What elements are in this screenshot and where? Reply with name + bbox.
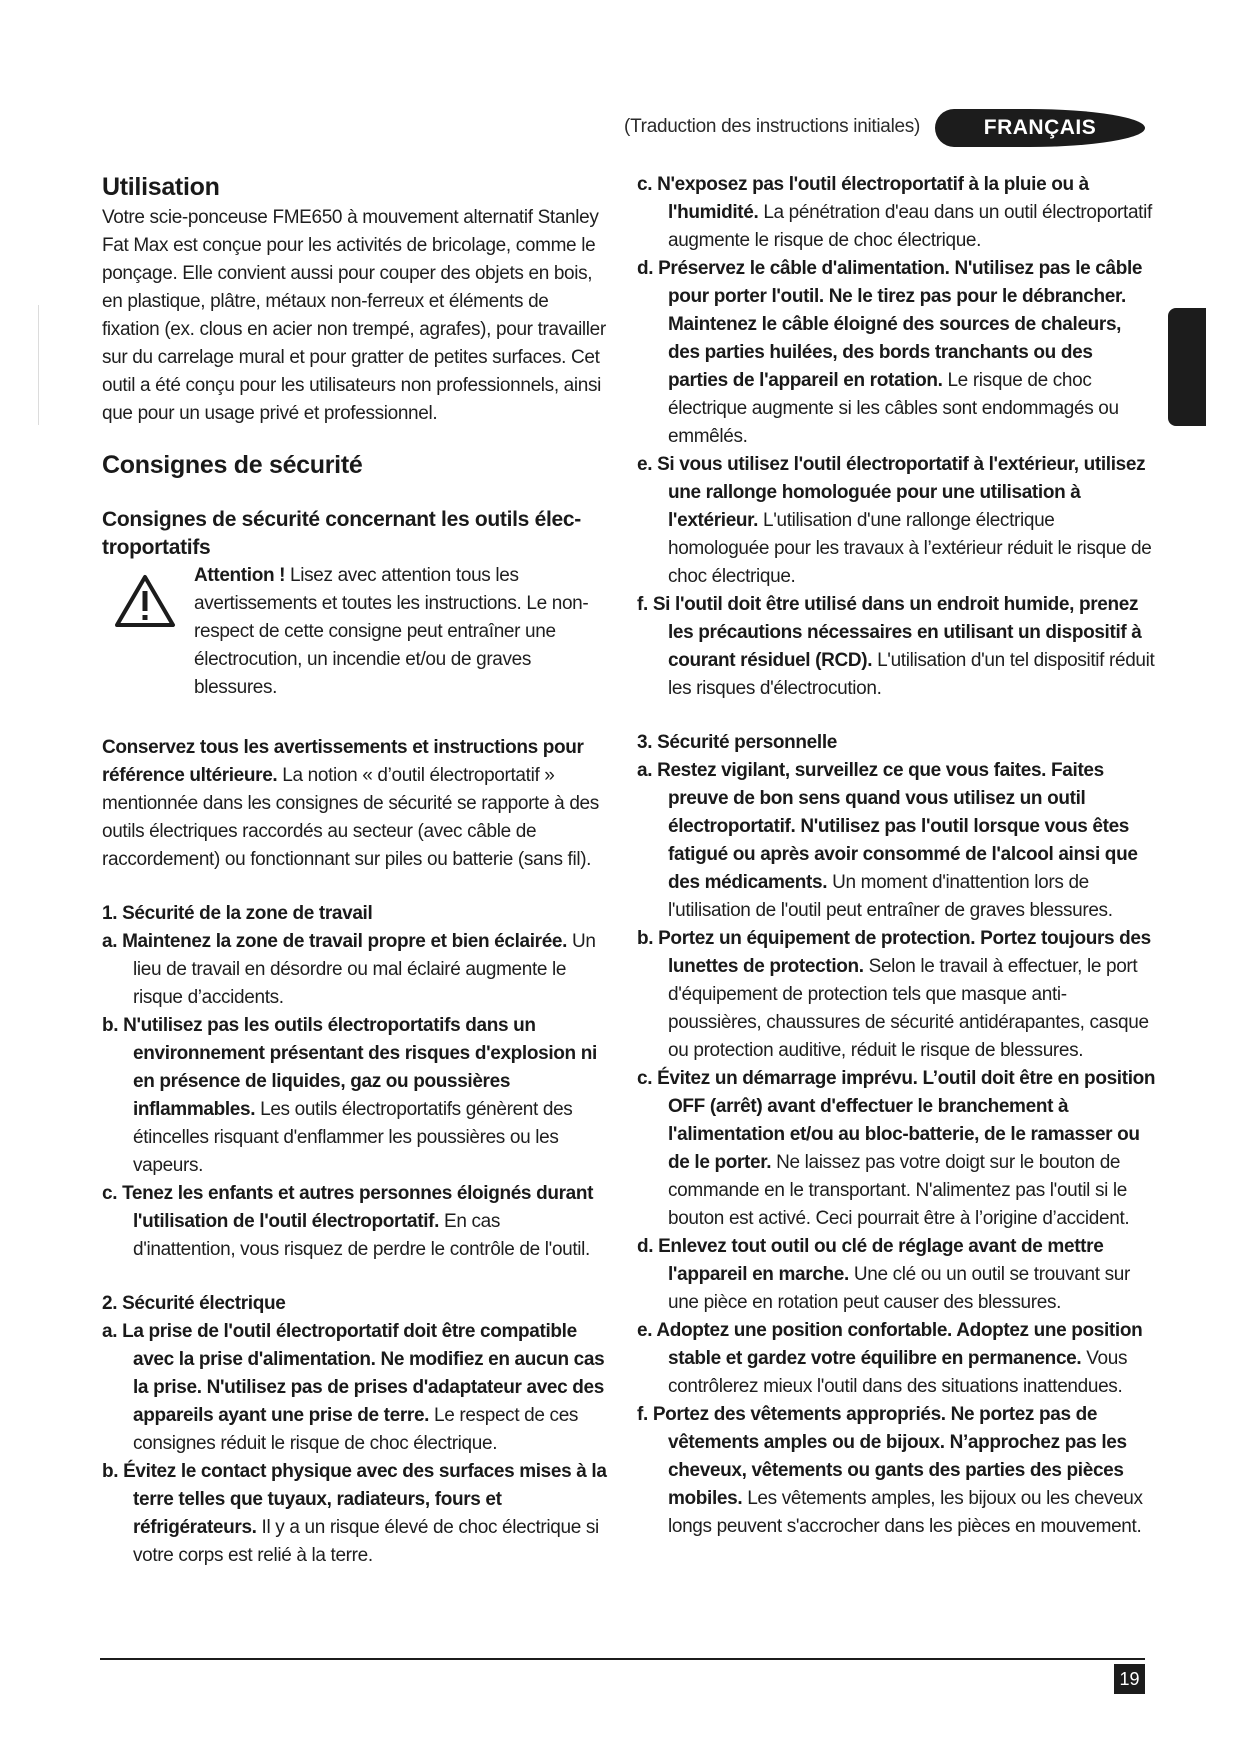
- item-2f-text: L'utilisation d'un tel dispositif réduit les risques d'électrocution.: [668, 650, 1155, 699]
- footer-rule: [100, 1658, 1145, 1660]
- section1-title: 1. Sécurité de la zone de travail: [102, 903, 373, 924]
- safety-subtitle: Consignes de sécurité concernant les outils élec-troportatifs: [102, 508, 581, 559]
- item-2b-bold: b. Évitez le contact physique avec des surfaces mises à la terre telles que tuyaux, radiateurs, fours et réfrigérateurs.: [102, 1461, 607, 1538]
- section2-title: 2. Sécurité électrique: [102, 1293, 286, 1314]
- item-1b-text: Les outils électroportatifs génèrent des étincelles risquant d'enflammer les poussières ou les vapeurs.: [133, 1099, 573, 1176]
- item-2a-text: Le respect de ces consignes réduit le risque de choc électrique.: [133, 1405, 579, 1454]
- item-1c: [102, 1180, 607, 1264]
- warning-block: [102, 562, 607, 710]
- item-3b-text: Selon le travail à effectuer, le port d'équipement de protection tels que masque anti-poussières, chaussures de sécurité antidérapantes, casque ou protection auditive, réduit le risque de blessures.: [668, 956, 1149, 1061]
- item-3f-text: Les vêtements amples, les bijoux ou les cheveux longs peuvent s'accrocher dans les pièces en mouvement.: [668, 1488, 1143, 1537]
- item-2a-bold: a. La prise de l'outil électroportatif doit être compatible avec la prise d'alimentation. Ne modifiez en aucun cas la prise. N'utilisez pas de prises d'adaptateur avec des appareils ayant une prise de terre.: [102, 1321, 605, 1426]
- item-3b: [637, 925, 1157, 1065]
- item-3a-bold: a. Restez vigilant, surveillez ce que vous faites. Faites preuve de bon sens quand vous utilisez un outil électroportatif. N'utilisez pas l'outil lorsque vous êtes fatigué ou après avoir consommé de l'alcool ainsi que des médicaments.: [637, 760, 1138, 893]
- translation-note: (Traduction des instructions initiales): [624, 116, 920, 137]
- warning-triangle-icon: [114, 574, 176, 628]
- item-3a: [637, 757, 1157, 925]
- item-2b: [102, 1458, 607, 1570]
- item-3c-bold: c. Évitez un démarrage imprévu. L’outil doit être en position OFF (arrêt) avant d'effectuer le branchement à l'alimentation et/ou au bloc-batterie, de le ramasser ou de le porter.: [637, 1068, 1156, 1173]
- item-1c-text: En cas d'inattention, vous risquez de perdre le contrôle de l'outil.: [133, 1211, 590, 1260]
- item-2e: [637, 451, 1157, 591]
- item-1c-bold: c. Tenez les enfants et autres personnes éloignés durant l'utilisation de l'outil électroportatif.: [102, 1183, 594, 1232]
- item-3f-bold: f. Portez des vêtements appropriés. Ne portez pas de vêtements amples ou de bijoux. N’approchez pas les cheveux, vêtements ou gants des parties des pièces mobiles.: [637, 1404, 1127, 1509]
- item-3c-text: Ne laissez pas votre doigt sur le bouton de commande en le transportant. N'alimentez pas l'outil si le bouton est activé. Ceci pourrait être à l’origine d’accident.: [668, 1152, 1130, 1229]
- item-2c-text: La pénétration d'eau dans un outil électroportatif augmente le risque de choc électrique.: [668, 202, 1152, 251]
- item-2a: [102, 1318, 607, 1458]
- warning-text: [194, 562, 614, 702]
- item-3a-text: Un moment d'inattention lors de l'utilisation de l'outil peut entraîner de graves blessures.: [668, 872, 1113, 921]
- item-3d: [637, 1233, 1157, 1317]
- item-3d-text: Une clé ou un outil se trouvant sur une pièce en rotation peut causer des blessures.: [668, 1264, 1130, 1313]
- item-1a-bold: a. Maintenez la zone de travail propre et bien éclairée.: [102, 931, 568, 952]
- item-2d-bold: d. Préservez le câble d'alimentation. N'utilisez pas le câble pour porter l'outil. Ne le tirez pas pour le débrancher. Maintenez le câble éloigné des sources de chaleurs, des parties huilées, des bords tranchants ou des parties de l'appareil en rotation.: [637, 258, 1143, 391]
- item-2c-bold: c. N'exposez pas l'outil électroportatif à la pluie ou à l'humidité.: [637, 174, 1089, 223]
- margin-line: [38, 305, 39, 425]
- item-3e-text: Vous contrôlerez mieux l'outil dans des situations inattendues.: [668, 1348, 1128, 1397]
- item-3e: [637, 1317, 1157, 1401]
- item-2d-text: Le risque de choc électrique augmente si les câbles sont endommagés ou emmêlés.: [668, 370, 1119, 447]
- warning-body: Lisez avec attention tous les avertissements et toutes les instructions. Le non-respect de cette consigne peut entraîner une électrocution, un incendie et/ou de graves blessures.: [194, 565, 589, 698]
- item-3d-bold: d. Enlevez tout outil ou clé de réglage avant de mettre l'appareil en marche.: [637, 1236, 1104, 1285]
- usage-paragraph: Votre scie-ponceuse FME650 à mouvement alternatif Stanley Fat Max est conçue pour les activités de bricolage, comme le ponçage. Elle convient aussi pour couper des objets en bois, en plastique, plâtre, métaux non-ferreux et éléments de fixation (ex. clous en acier non trempé, agrafes), pour travailler sur du carrelage mural et pour gratter de petites surfaces. Cet outil a été conçu pour les utilisateurs non professionnels, ainsi que pour un usage privé et professionnel.: [102, 207, 606, 424]
- item-3e-bold: e. Adoptez une position confortable. Adoptez une position stable et gardez votre équilibre en permanence.: [637, 1320, 1143, 1369]
- keep-instructions: [102, 734, 607, 874]
- item-3f: [637, 1401, 1157, 1541]
- section3-title: 3. Sécurité personnelle: [637, 732, 837, 753]
- item-2e-bold: e. Si vous utilisez l'outil électroportatif à l'extérieur, utilisez une rallonge homologuée pour une utilisation à l'extérieur.: [637, 454, 1146, 531]
- safety-title: Consignes de sécurité: [102, 451, 363, 479]
- language-tab: FRANÇAIS: [935, 109, 1145, 147]
- keep-instructions-bold: Conservez tous les avertissements et instructions pour référence ultérieure.: [102, 737, 584, 786]
- right-column: [637, 171, 1157, 1541]
- item-2e-text: L'utilisation d'une rallonge électrique homologuée pour les travaux à l’extérieur réduit le risque de choc électrique.: [668, 510, 1152, 587]
- warning-label: Attention !: [194, 565, 286, 586]
- keep-instructions-body: La notion « d’outil électroportatif » mentionnée dans les consignes de sécurité se rapporte à des outils électriques raccordés au secteur (avec câble de raccordement) ou fonctionnant sur piles ou batterie (sans fil).: [102, 765, 599, 870]
- page-number: 19: [1114, 1664, 1145, 1694]
- item-3c: [637, 1065, 1157, 1233]
- item-2d: [637, 255, 1157, 451]
- item-2b-text: Il y a un risque élevé de choc électrique si votre corps est relié à la terre.: [133, 1517, 599, 1566]
- item-2f: [637, 591, 1157, 703]
- item-2c: [637, 171, 1157, 255]
- usage-title: Utilisation: [102, 173, 220, 201]
- item-1b-bold: b. N'utilisez pas les outils électroportatifs dans un environnement présentant des risques d'explosion ni en présence de liquides, gaz ou poussières inflammables.: [102, 1015, 597, 1120]
- item-2f-bold: f. Si l'outil doit être utilisé dans un endroit humide, prenez les précautions nécessaires en utilisant un dispositif à courant résiduel (RCD).: [637, 594, 1142, 671]
- item-1b: [102, 1012, 607, 1180]
- left-column: [102, 170, 607, 1570]
- section-thumb-tab: [1168, 308, 1206, 426]
- item-1a: [102, 928, 607, 1012]
- item-3b-bold: b. Portez un équipement de protection. Portez toujours des lunettes de protection.: [637, 928, 1151, 977]
- item-1a-text: Un lieu de travail en désordre ou mal éclairé augmente le risque d’accidents.: [133, 931, 596, 1008]
